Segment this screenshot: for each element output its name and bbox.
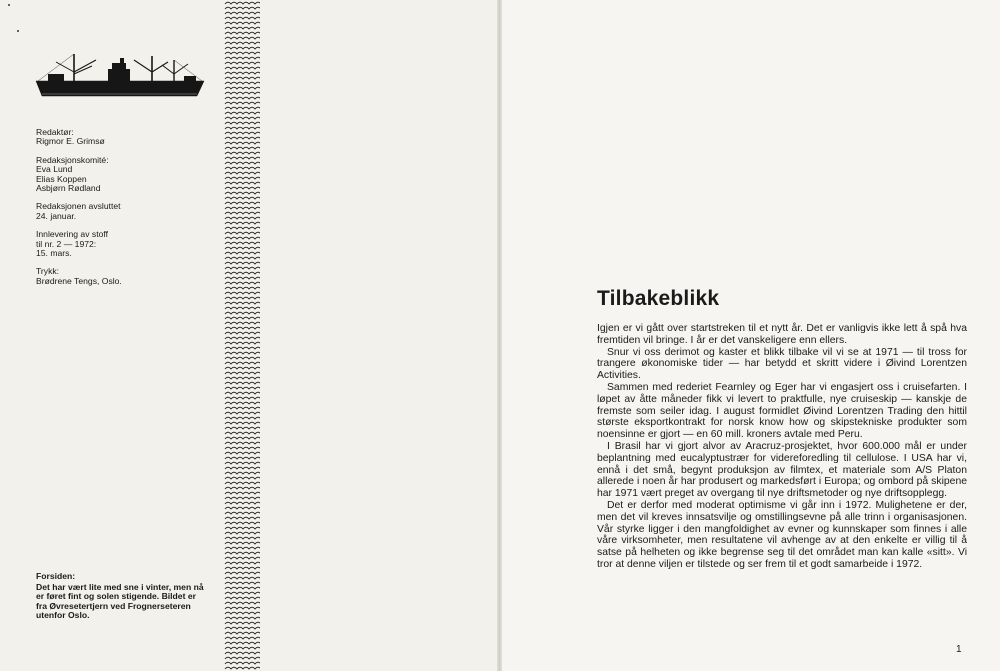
wave-line [225, 552, 260, 554]
wave-line [225, 212, 260, 214]
wave-line [225, 17, 260, 19]
wave-line [225, 307, 260, 309]
wave-line [225, 362, 260, 364]
wave-line [225, 267, 260, 269]
article-paragraph: Igjen er vi gått over startstreken til et nytt år. Det er vanligvis ikke lett å spå hva fremtiden vil bringe. I år er det vanskeligere enn ellers. [597, 323, 967, 346]
wave-line [225, 322, 260, 324]
wave-line [225, 67, 260, 69]
wave-line [225, 467, 260, 469]
article-paragraph: Sammen med rederiet Fearnley og Eger har vi engasjert oss i cruisefarten. I løpet av åtte måneder fikk vi levert to praktfulle, nye cruiseskip — kanskje de fremste som seiler idag. I august formidlet Øivind Lorentzen Trading den hittil største eksportkontrakt for norsk know how og skipstekniske produkter som noensinne er gjort — en 60 mill. kroners avtale med Peru. [597, 381, 967, 441]
wave-line [225, 327, 260, 329]
wave-line [225, 302, 260, 304]
wave-line [225, 497, 260, 499]
masthead-deadline [36, 202, 216, 221]
wave-border-ornament [224, 0, 260, 671]
wave-line [225, 12, 260, 14]
wave-line [225, 617, 260, 619]
wave-line [225, 42, 260, 44]
wave-line [225, 627, 260, 629]
article-paragraph: Det er derfor med moderat optimisme vi går inn i 1972. Mulighetene er der, men det vil kreves innsatsvilje og omstillingsevne på alle trinn i organisasjonen. Vår styrke ligger i den mangfoldighet av evner og kunnskaper som finnes i alle våre virksomheter, men resultatene vil avhenge av at den enkelte er villig til å satse på helheten og ikke begrense seg til det området man kan kalle «sitt». Vi tror at denne viljen er tilstede og ser frem til et godt samarbeide i 1972. [597, 499, 967, 570]
wave-line [225, 437, 260, 439]
wave-line [225, 252, 260, 254]
wave-line [225, 517, 260, 519]
print-speck [8, 4, 10, 6]
wave-line [225, 317, 260, 319]
cover-caption [36, 572, 206, 621]
wave-line [225, 382, 260, 384]
wave-line [225, 332, 260, 334]
wave-line [225, 592, 260, 594]
wave-line [225, 662, 260, 664]
wave-line [225, 367, 260, 369]
wave-line [225, 47, 260, 49]
wave-line [225, 447, 260, 449]
wave-line [225, 417, 260, 419]
wave-line [225, 282, 260, 284]
wave-line [225, 37, 260, 39]
wave-line [225, 567, 260, 569]
wave-line [225, 652, 260, 654]
wave-line [225, 147, 260, 149]
wave-line [225, 2, 260, 4]
wave-line [225, 352, 260, 354]
wave-line [225, 107, 260, 109]
wave-line [225, 442, 260, 444]
wave-line [225, 557, 260, 559]
wave-line [225, 472, 260, 474]
masthead-value: Eva Lund [36, 164, 73, 175]
masthead-label: Redaksjonskomité: [36, 154, 109, 165]
wave-line [225, 337, 260, 339]
wave-line [225, 462, 260, 464]
wave-line [225, 87, 260, 89]
masthead-printer [36, 267, 216, 286]
wave-line [225, 537, 260, 539]
wave-line [225, 197, 260, 199]
wave-line [225, 582, 260, 584]
wave-line [225, 587, 260, 589]
wave-line [225, 347, 260, 349]
wave-line [225, 477, 260, 479]
wave-line [225, 92, 260, 94]
wave-line [225, 177, 260, 179]
wave-line [225, 432, 260, 434]
wave-line [225, 272, 260, 274]
article-title: Tilbakeblikk [597, 287, 720, 310]
masthead-label: Redaktør: [36, 127, 74, 137]
wave-line [225, 562, 260, 564]
wave-line [225, 102, 260, 104]
wave-line [225, 217, 260, 219]
wave-line [225, 157, 260, 159]
masthead-value: 15. mars. [36, 248, 72, 259]
masthead-value: Asbjørn Rødland [36, 183, 101, 194]
wave-line [225, 237, 260, 239]
page-number: 1 [956, 644, 962, 655]
article-body [597, 323, 967, 571]
wave-line [225, 427, 260, 429]
wave-line [225, 172, 260, 174]
wave-line [225, 577, 260, 579]
wave-line [225, 492, 260, 494]
wave-line [225, 162, 260, 164]
wave-line [225, 277, 260, 279]
wave-line [225, 52, 260, 54]
article-paragraph: I Brasil har vi gjort alvor av Aracruz-prosjektet, hvor 600.000 mål er under beplantning med eucalyptustrær for videreforedling til cellulose. I USA har vi, ennå i det små, begynt produksjon av filmtex, et materiale som A/S Platon allerede i noen år har produsert og markedsført i Europa; og ombord på skipene har 1971 vært preget av overgang til nye driftsmetoder og nye driftsopplegg. [597, 440, 967, 500]
wave-line [225, 7, 260, 9]
print-speck [17, 30, 19, 32]
wave-line [225, 257, 260, 259]
wave-line [225, 667, 260, 669]
wave-line [225, 287, 260, 289]
wave-line [225, 222, 260, 224]
wave-line [225, 127, 260, 129]
cover-caption-title: Forsiden: [36, 571, 76, 581]
masthead-label: Trykk: [36, 266, 60, 277]
wave-line [225, 487, 260, 489]
wave-line [225, 412, 260, 414]
wave-line [225, 132, 260, 134]
wave-line [225, 77, 260, 79]
wave-line [225, 372, 260, 374]
wave-line [225, 532, 260, 534]
wave-line [225, 97, 260, 99]
wave-line [225, 597, 260, 599]
wave-line [225, 32, 260, 34]
wave-line [225, 27, 260, 29]
wave-line [225, 202, 260, 204]
wave-line [225, 457, 260, 459]
masthead-value: til nr. 2 — 1972: [36, 238, 97, 249]
masthead [36, 128, 216, 295]
masthead-value: Rigmor E. Grimsø [36, 136, 105, 147]
wave-line [225, 547, 260, 549]
wave-line [225, 182, 260, 184]
wave-line [225, 657, 260, 659]
wave-line [225, 167, 260, 169]
wave-line [225, 242, 260, 244]
wave-line [225, 82, 260, 84]
wave-line [225, 342, 260, 344]
masthead-label: Innlevering av stoff [36, 229, 108, 240]
wave-line [225, 502, 260, 504]
wave-line [225, 187, 260, 189]
masthead-value: 24. januar. [36, 210, 77, 221]
wave-line [225, 522, 260, 524]
wave-line [225, 402, 260, 404]
wave-line [225, 452, 260, 454]
wave-line [225, 207, 260, 209]
wave-line [225, 637, 260, 639]
cover-caption-text: Det har vært lite med sne i vinter, men nå er føret fint og solen stigende. Bildet er fra Øvresetertjern ved Frognerseteren utenfor Oslo. [36, 581, 204, 621]
article-paragraph: Snur vi oss derimot og kaster et blikk tilbake vil vi se at 1971 — til tross for trangere økonomiske tider — har betydd et skritt videre i Øivind Lorentzen Activities. [597, 346, 967, 382]
masthead-value: Brødrene Tengs, Oslo. [36, 275, 122, 286]
masthead-committee [36, 156, 216, 194]
wave-line [225, 607, 260, 609]
wave-line [225, 122, 260, 124]
wave-line [225, 407, 260, 409]
wave-line [225, 377, 260, 379]
wave-line [225, 312, 260, 314]
wave-line [225, 642, 260, 644]
wave-line [225, 632, 260, 634]
wave-line [225, 262, 260, 264]
wave-line [225, 542, 260, 544]
wave-line [225, 512, 260, 514]
wave-line [225, 482, 260, 484]
page-gutter [497, 0, 502, 671]
wave-line [225, 422, 260, 424]
wave-line [225, 507, 260, 509]
wave-line [225, 62, 260, 64]
wave-line [225, 232, 260, 234]
wave-line [225, 57, 260, 59]
wave-line [225, 112, 260, 114]
wave-line [225, 392, 260, 394]
wave-line [225, 397, 260, 399]
wave-line [225, 72, 260, 74]
wave-line [225, 357, 260, 359]
wave-line [225, 622, 260, 624]
wave-line [225, 137, 260, 139]
wave-line [225, 297, 260, 299]
ship-icon [34, 52, 206, 100]
wave-line [225, 227, 260, 229]
wave-line [225, 292, 260, 294]
wave-line [225, 647, 260, 649]
wave-line [225, 612, 260, 614]
masthead-value: Elias Koppen [36, 173, 87, 184]
wave-line [225, 527, 260, 529]
wave-line [225, 572, 260, 574]
wave-line [225, 602, 260, 604]
wave-line [225, 142, 260, 144]
masthead-label: Redaksjonen avsluttet [36, 201, 121, 212]
wave-line [225, 192, 260, 194]
wave-line [225, 152, 260, 154]
masthead-editor [36, 128, 216, 147]
wave-line [225, 117, 260, 119]
wave-line [225, 22, 260, 24]
masthead-submission [36, 230, 216, 258]
wave-line [225, 247, 260, 249]
wave-line [225, 387, 260, 389]
